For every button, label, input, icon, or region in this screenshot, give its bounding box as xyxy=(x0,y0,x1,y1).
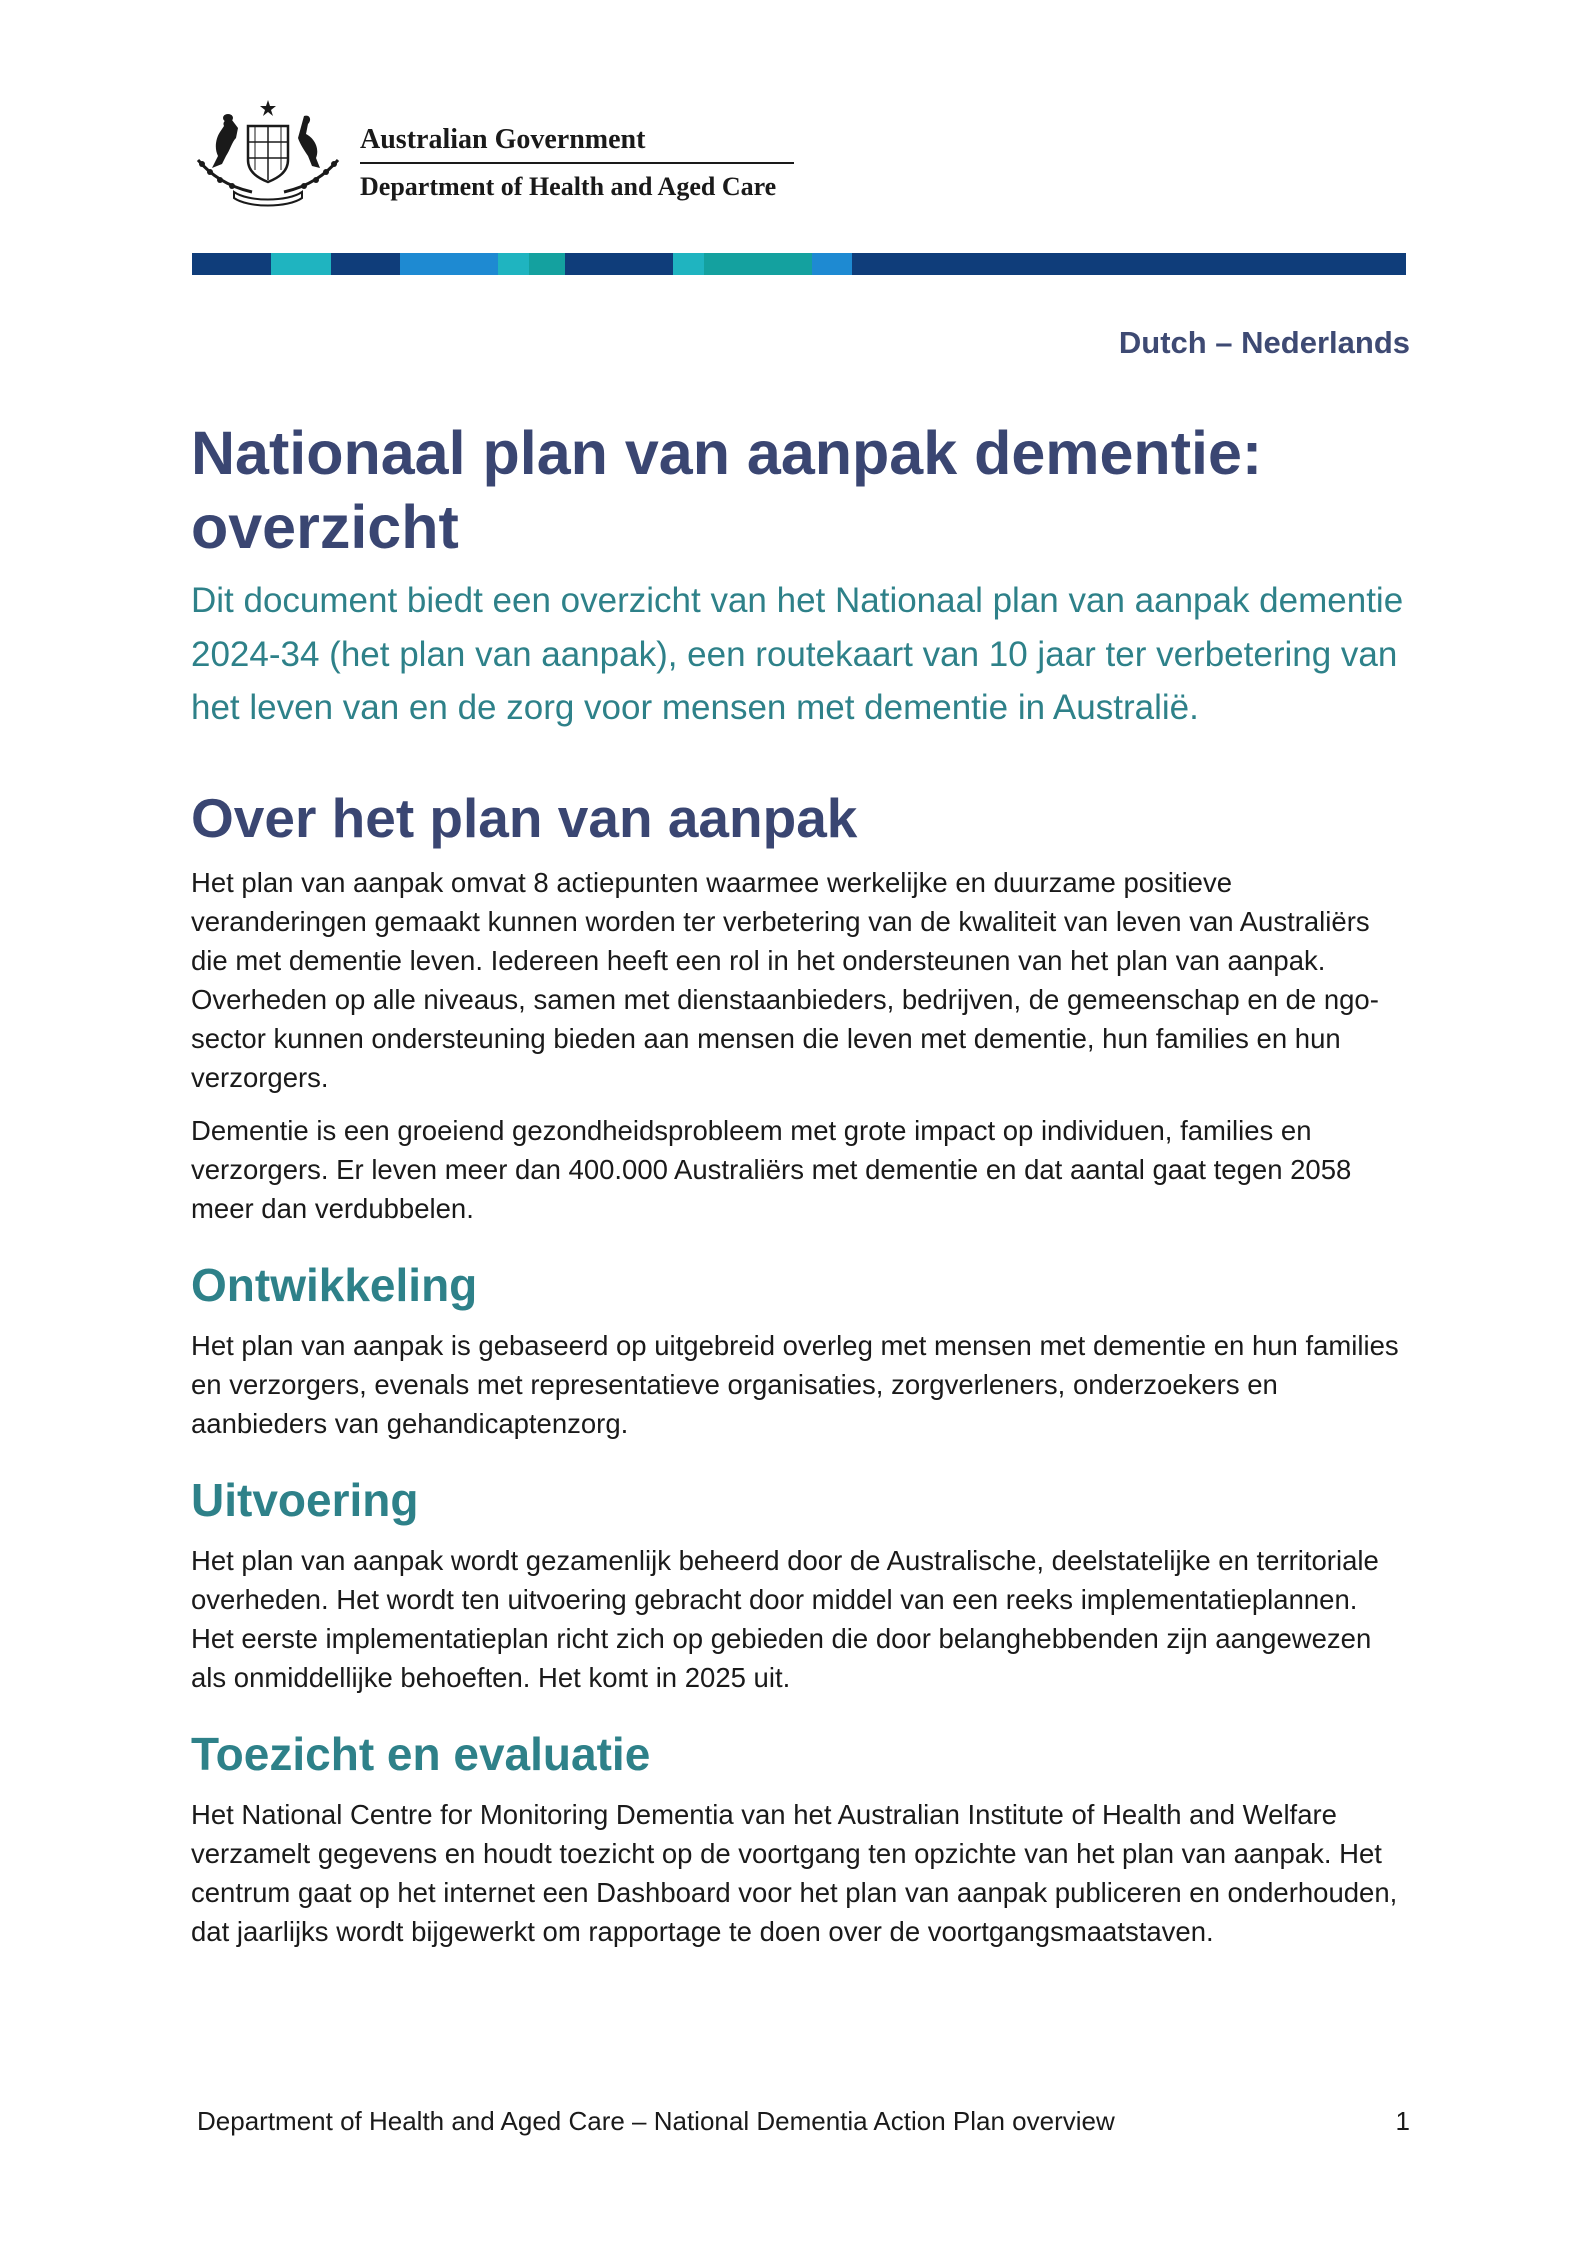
monitoring-paragraph: Het National Centre for Monitoring Dementia van het Australian Institute of Health and Welfare verzamelt gegevens en houdt toezicht op de voortgang ten opzichte van het plan van aanpak. Het centrum gaat op het internet een Dashboard voor het plan van aanpak publiceren en onderhouden, dat jaarlijks wordt bijgewerkt om rapportage te doen over de voortgangsmaatstaven. xyxy=(191,1798,1398,1947)
language-label: Dutch – Nederlands xyxy=(1118,325,1410,360)
section-heading-implementation: Uitvoering xyxy=(191,1473,419,1526)
color-bar-segment xyxy=(498,253,529,275)
section-heading-development: Ontwikkeling xyxy=(191,1258,478,1311)
color-bar-segment xyxy=(529,253,565,275)
decorative-color-bar xyxy=(192,253,1406,275)
page-title: Nationaal plan van aanpak dementie: overzicht xyxy=(191,419,1263,561)
color-bar-segment xyxy=(271,253,331,275)
color-bar-segment xyxy=(704,253,812,275)
implementation-paragraph: Het plan van aanpak wordt gezamenlijk beheerd door de Australische, deelstatelijke en territoriale overheden. Het wordt ten uitvoering gebracht door middel van een reeks implementatieplannen. Het eerste implementatieplan richt zich op gebieden die door belanghebbenden zijn aangewezen als onmiddellijke behoeften. Het komt in 2025 uit. xyxy=(191,1544,1379,1693)
development-paragraph: Het plan van aanpak is gebaseerd op uitgebreid overleg met mensen met dementie en hun families en verzorgers, evenals met representatieve organisaties, zorgverleners, onderzoekers en aanbieders van gehandicaptenzorg. xyxy=(191,1329,1399,1439)
header xyxy=(192,98,812,210)
color-bar-segment xyxy=(400,253,498,275)
color-bar-segment xyxy=(673,253,704,275)
document-body xyxy=(191,416,1407,1965)
color-bar-segment xyxy=(565,253,673,275)
section-heading-about: Over het plan van aanpak xyxy=(191,786,858,849)
department-name: Department of Health and Aged Care xyxy=(360,172,777,201)
color-bar-segment xyxy=(812,253,852,275)
header-divider xyxy=(360,162,794,164)
footer-text: Department of Health and Aged Care – National Dementia Action Plan overview xyxy=(197,2106,1115,2136)
government-name: Australian Government xyxy=(360,124,646,155)
about-paragraph-1: Het plan van aanpak omvat 8 actiepunten waarmee werkelijke en duurzame positieve veranderingen gemaakt kunnen worden ter verbetering van de kwaliteit van leven van Australiërs die met dementie leven. Iedereen heeft een rol in het ondersteunen van het plan van aanpak. Overheden op alle niveaus, samen met dienstaanbieders, bedrijven, de gemeenschap en de ngo-sector kunnen ondersteuning bieden aan mensen die leven met dementie, hun families en hun verzorgers. xyxy=(191,866,1379,1093)
intro-paragraph: Dit document biedt een overzicht van het Nationaal plan van aanpak dementie 2024-34 (het plan van aanpak), een routekaart van 10 jaar ter verbetering van het leven van en de zorg voor mensen met dementie in Australië. xyxy=(191,581,1404,727)
color-bar-segment xyxy=(852,253,1406,275)
section-heading-monitoring: Toezicht en evaluatie xyxy=(191,1727,651,1780)
page-number: 1 xyxy=(1395,2106,1410,2136)
commonwealth-coat-of-arms-icon xyxy=(192,98,344,210)
color-bar-segment xyxy=(192,253,271,275)
about-paragraph-2: Dementie is een groeiend gezondheidsprobleem met grote impact op individuen, families en verzorgers. Er leven meer dan 400.000 Australiërs met dementie en dat aantal gaat tegen 2058 meer dan verdubbelen. xyxy=(191,1114,1352,1224)
color-bar-segment xyxy=(331,253,400,275)
